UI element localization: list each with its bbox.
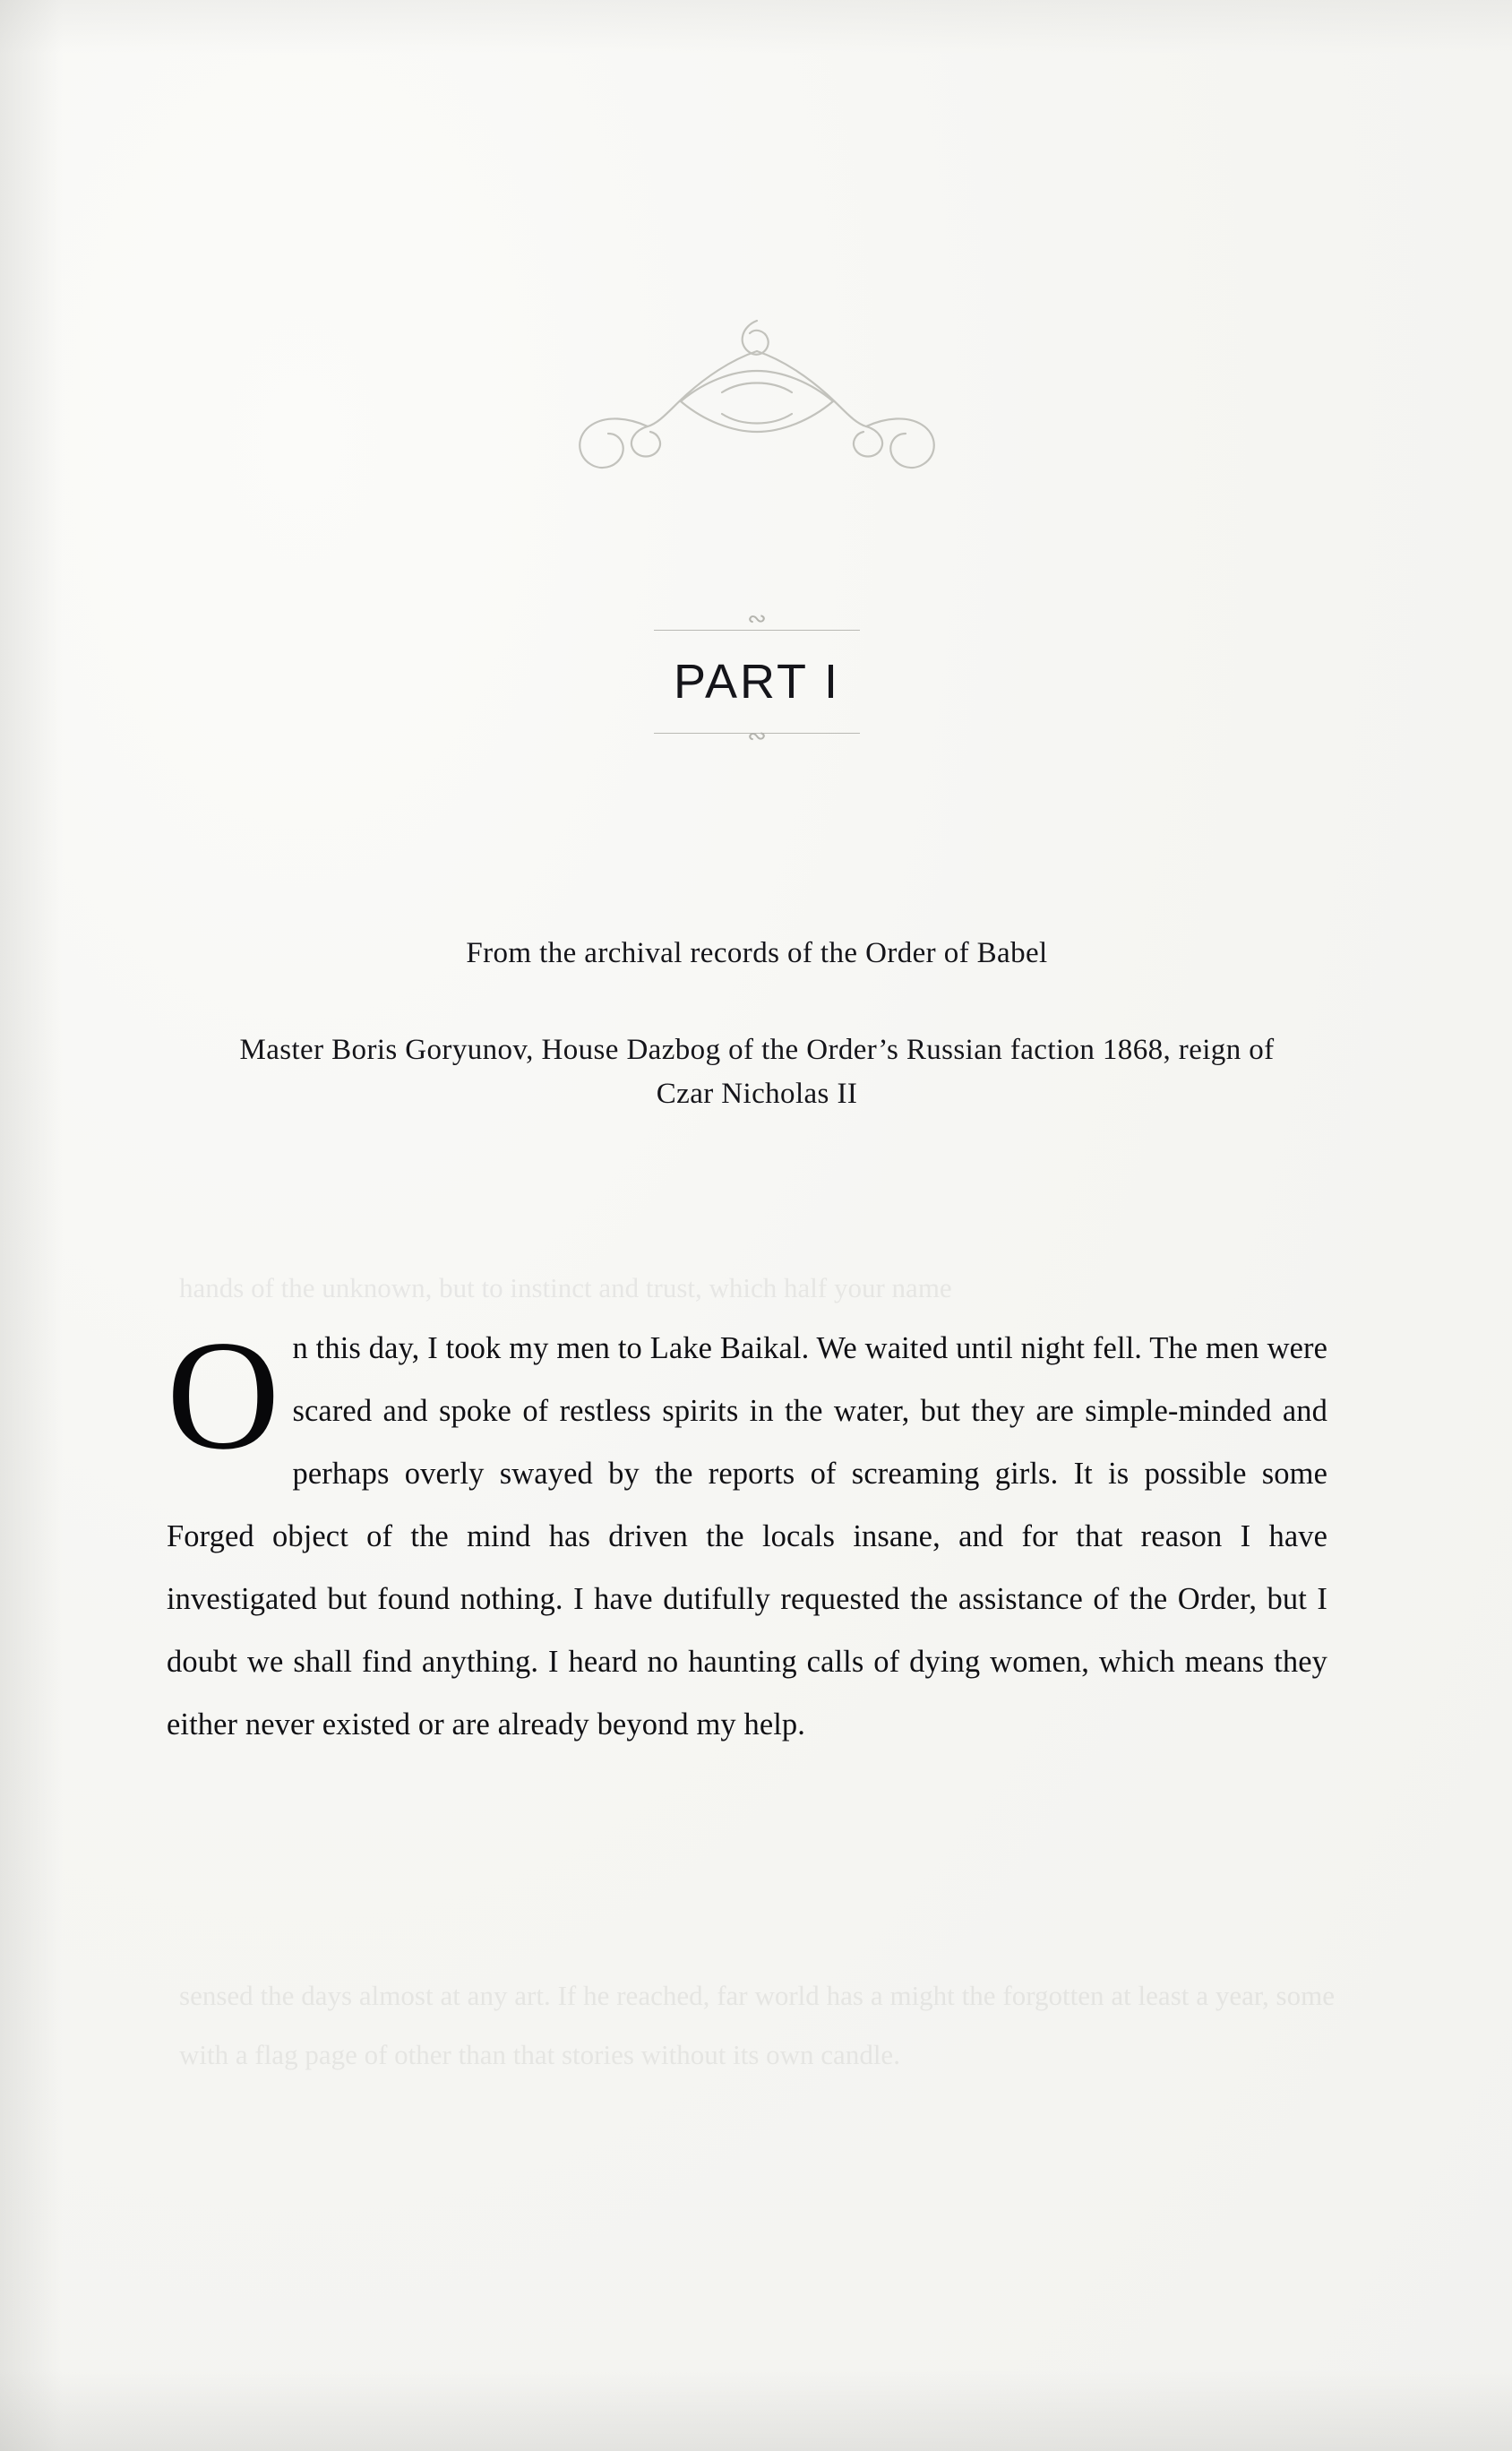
flourish-ornament xyxy=(546,296,967,475)
rule-bottom xyxy=(654,721,860,750)
body-text xyxy=(167,1308,1327,1756)
epigraph-line-2: Master Boris Goryunov, House Dazbog of the Order’s Russian faction 1868, reign of Czar Nicholas II xyxy=(239,1033,1275,1110)
bleed-through-text-bottom: sensed the days almost at any art. If he reached, far world has a might the forgotten at least a year, some with a flag page of other than that stories without its own candle. xyxy=(179,1980,1335,2070)
epigraph-line-1: From the archival records of the Order of Babel xyxy=(466,937,1048,969)
page-content xyxy=(152,0,1362,2451)
curl-ornament-bottom: ∾ xyxy=(747,723,767,750)
page-title: PART I xyxy=(673,655,841,709)
curl-ornament-top: ∾ xyxy=(747,606,767,632)
part-title-block xyxy=(623,606,891,750)
drop-cap: O xyxy=(167,1308,280,1482)
epigraph xyxy=(152,932,1362,1117)
rule-top xyxy=(654,606,860,641)
page-edge-shading-left xyxy=(0,0,63,2451)
body-paragraph: n this day, I took my men to Lake Baikal. We waited until night fell. The men were scared and spoke of restless spirits in the water, but they are simple-minded and perhaps overly swayed by the reports of screaming girls. It is possible some Forged object of the mind has driven the locals insane, and for that reason I have investigated but found nothing. I have dutifully requested the assistance of the Order, but I doubt we shall find anything. I heard no haunting calls of dying women, which means they either never existed or are already beyond my help. xyxy=(167,1331,1327,1742)
bleed-through-text-top: hands of the unknown, but to instinct and trust, which half your name xyxy=(179,1272,952,1303)
